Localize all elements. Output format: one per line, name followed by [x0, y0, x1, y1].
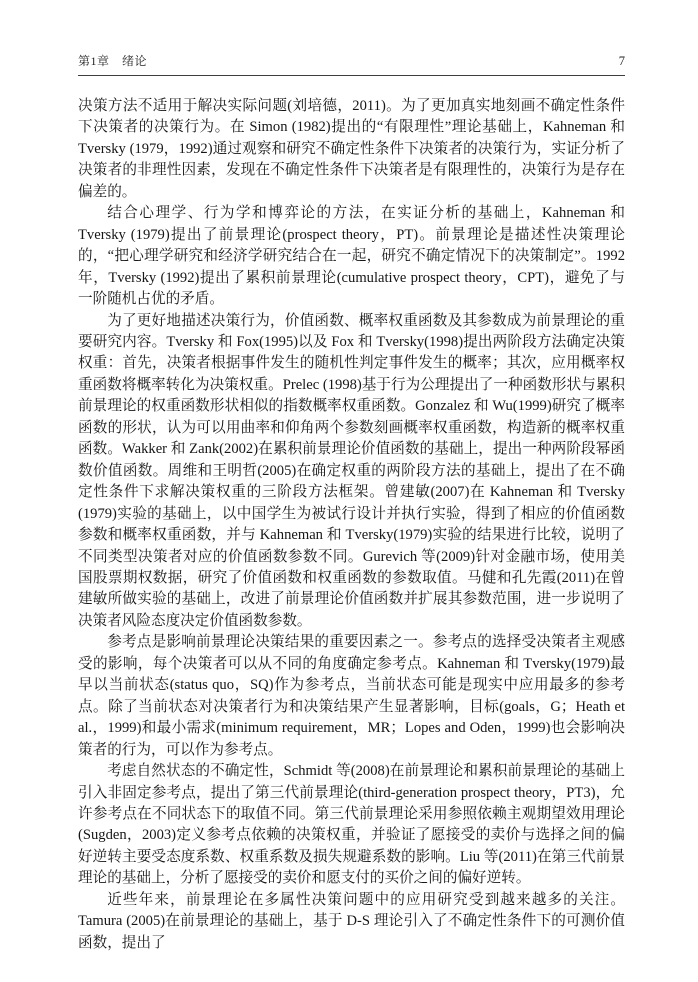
paragraph: 考虑自然状态的不确定性，Schmidt 等(2008)在前景理论和累积前景理论的基础上引入非固定参考点，提出了第三代前景理论(third-generation prospect theory，PT3)，允许参考点在不同状态下的取值不同。第三代前景理论采用参照依赖主观期望效用理论(Sugden，2003)定义参考点依赖的决策权重，并验证了愿接受的卖价与选择之间的偏好逆转主要受态度系数、权重系数及损失规避系数的影响。Liu 等(2011)在第三代前景理论的基础上，分析了愿接受的卖价和愿支付的买价之间的偏好逆转。 [78, 763, 625, 887]
page-number: 7 [618, 54, 625, 68]
paragraph: 参考点是影响前景理论决策结果的重要因素之一。参考点的选择受决策者主观感受的影响，每个决策者可以从不同的角度确定参考点。Kahneman 和 Tversky(1979)最早以当前状态(status quo，SQ)作为参考点，当前状态可能是现实中应用最多的参考点。除了当前状态对决策者行为和决策结果产生显著影响，目标(goals，G；Heath et al.，1999)和最小需求(minimum requirement，MR；Lopes and Oden，1999)也会影响决策者的行为，可以作为参考点。 [78, 634, 625, 758]
paragraph: 近些年来，前景理论在多属性决策问题中的应用研究受到越来越多的关注。Tamura (2005)在前景理论的基础上，基于 D-S 理论引入了不确定性条件下的可测价值函数，提出了 [78, 891, 625, 951]
paragraph: 为了更好地描述决策行为，价值函数、概率权重函数及其参数成为前景理论的重要研究内容。Tversky 和 Fox(1995)以及 Fox 和 Tversky(1998)提出两阶段方法确定决策权重：首先，决策者根据事件发生的随机性判定事件发生的概率；其次，应用概率权重函数将概率转化为决策权重。Prelec (1998)基于行为公理提出了一种函数形状与累积前景理论的权重函数形状相似的指数概率权重函数。Gonzalez 和 Wu(1999)研究了概率函数的形状，认为可以用曲率和仰角两个参数刻画概率权重函数，构造新的概率权重函数。Wakker 和 Zank(2002)在累积前景理论价值函数的基础上，提出一种两阶段幂函数价值函数。周维和王明哲(2005)在确定权重的两阶段方法的基础上，提出了在不确定性条件下求解决策权重的三阶段方法框架。曾建敏(2007)在 Kahneman 和 Tversky (1979)实验的基础上，以中国学生为被试行设计并执行实验，得到了相应的价值函数参数和概率权重函数，并与 Kahneman 和 Tversky(1979)实验的结果进行比较，说明了不同类型决策者对应的价值函数参数不同。Gurevich 等(2009)针对金融市场，使用美国股票期权数据，研究了价值函数和权重函数的参数取值。马健和孔先霞(2011)在曾建敏所做实验的基础上，改进了前景理论价值函数并扩展其参数范围，进一步说明了决策者风险态度决定价值函数参数。 [78, 312, 625, 629]
paragraph: 结合心理学、行为学和博弈论的方法，在实证分析的基础上，Kahneman 和 Tversky (1979)提出了前景理论(prospect theory，PT)。前景理论是描述性决策理论的，“把心理学研究和经济学研究结合在一起，研究不确定情况下的决策制定”。1992 年，Tversky (1992)提出了累积前景理论(cumulative prospect theory，CPT)，避免了与一阶随机占优的矛盾。 [78, 205, 625, 308]
page-header [78, 52, 625, 76]
page-body [78, 96, 625, 954]
paragraph: 决策方法不适用于解决实际问题(刘培德，2011)。为了更加真实地刻画不确定性条件下决策者的决策行为。在 Simon (1982)提出的“有限理性”理论基础上，Kahneman 和 Tversky (1979，1992)通过观察和研究不确定性条件下决策者的决策行为，实证分析了决策者的非理性因素，发现在不确定性条件下决策者是有限理性的，决策行为是存在偏差的。 [78, 98, 625, 200]
running-title: 第1章 绪论 [78, 54, 148, 68]
